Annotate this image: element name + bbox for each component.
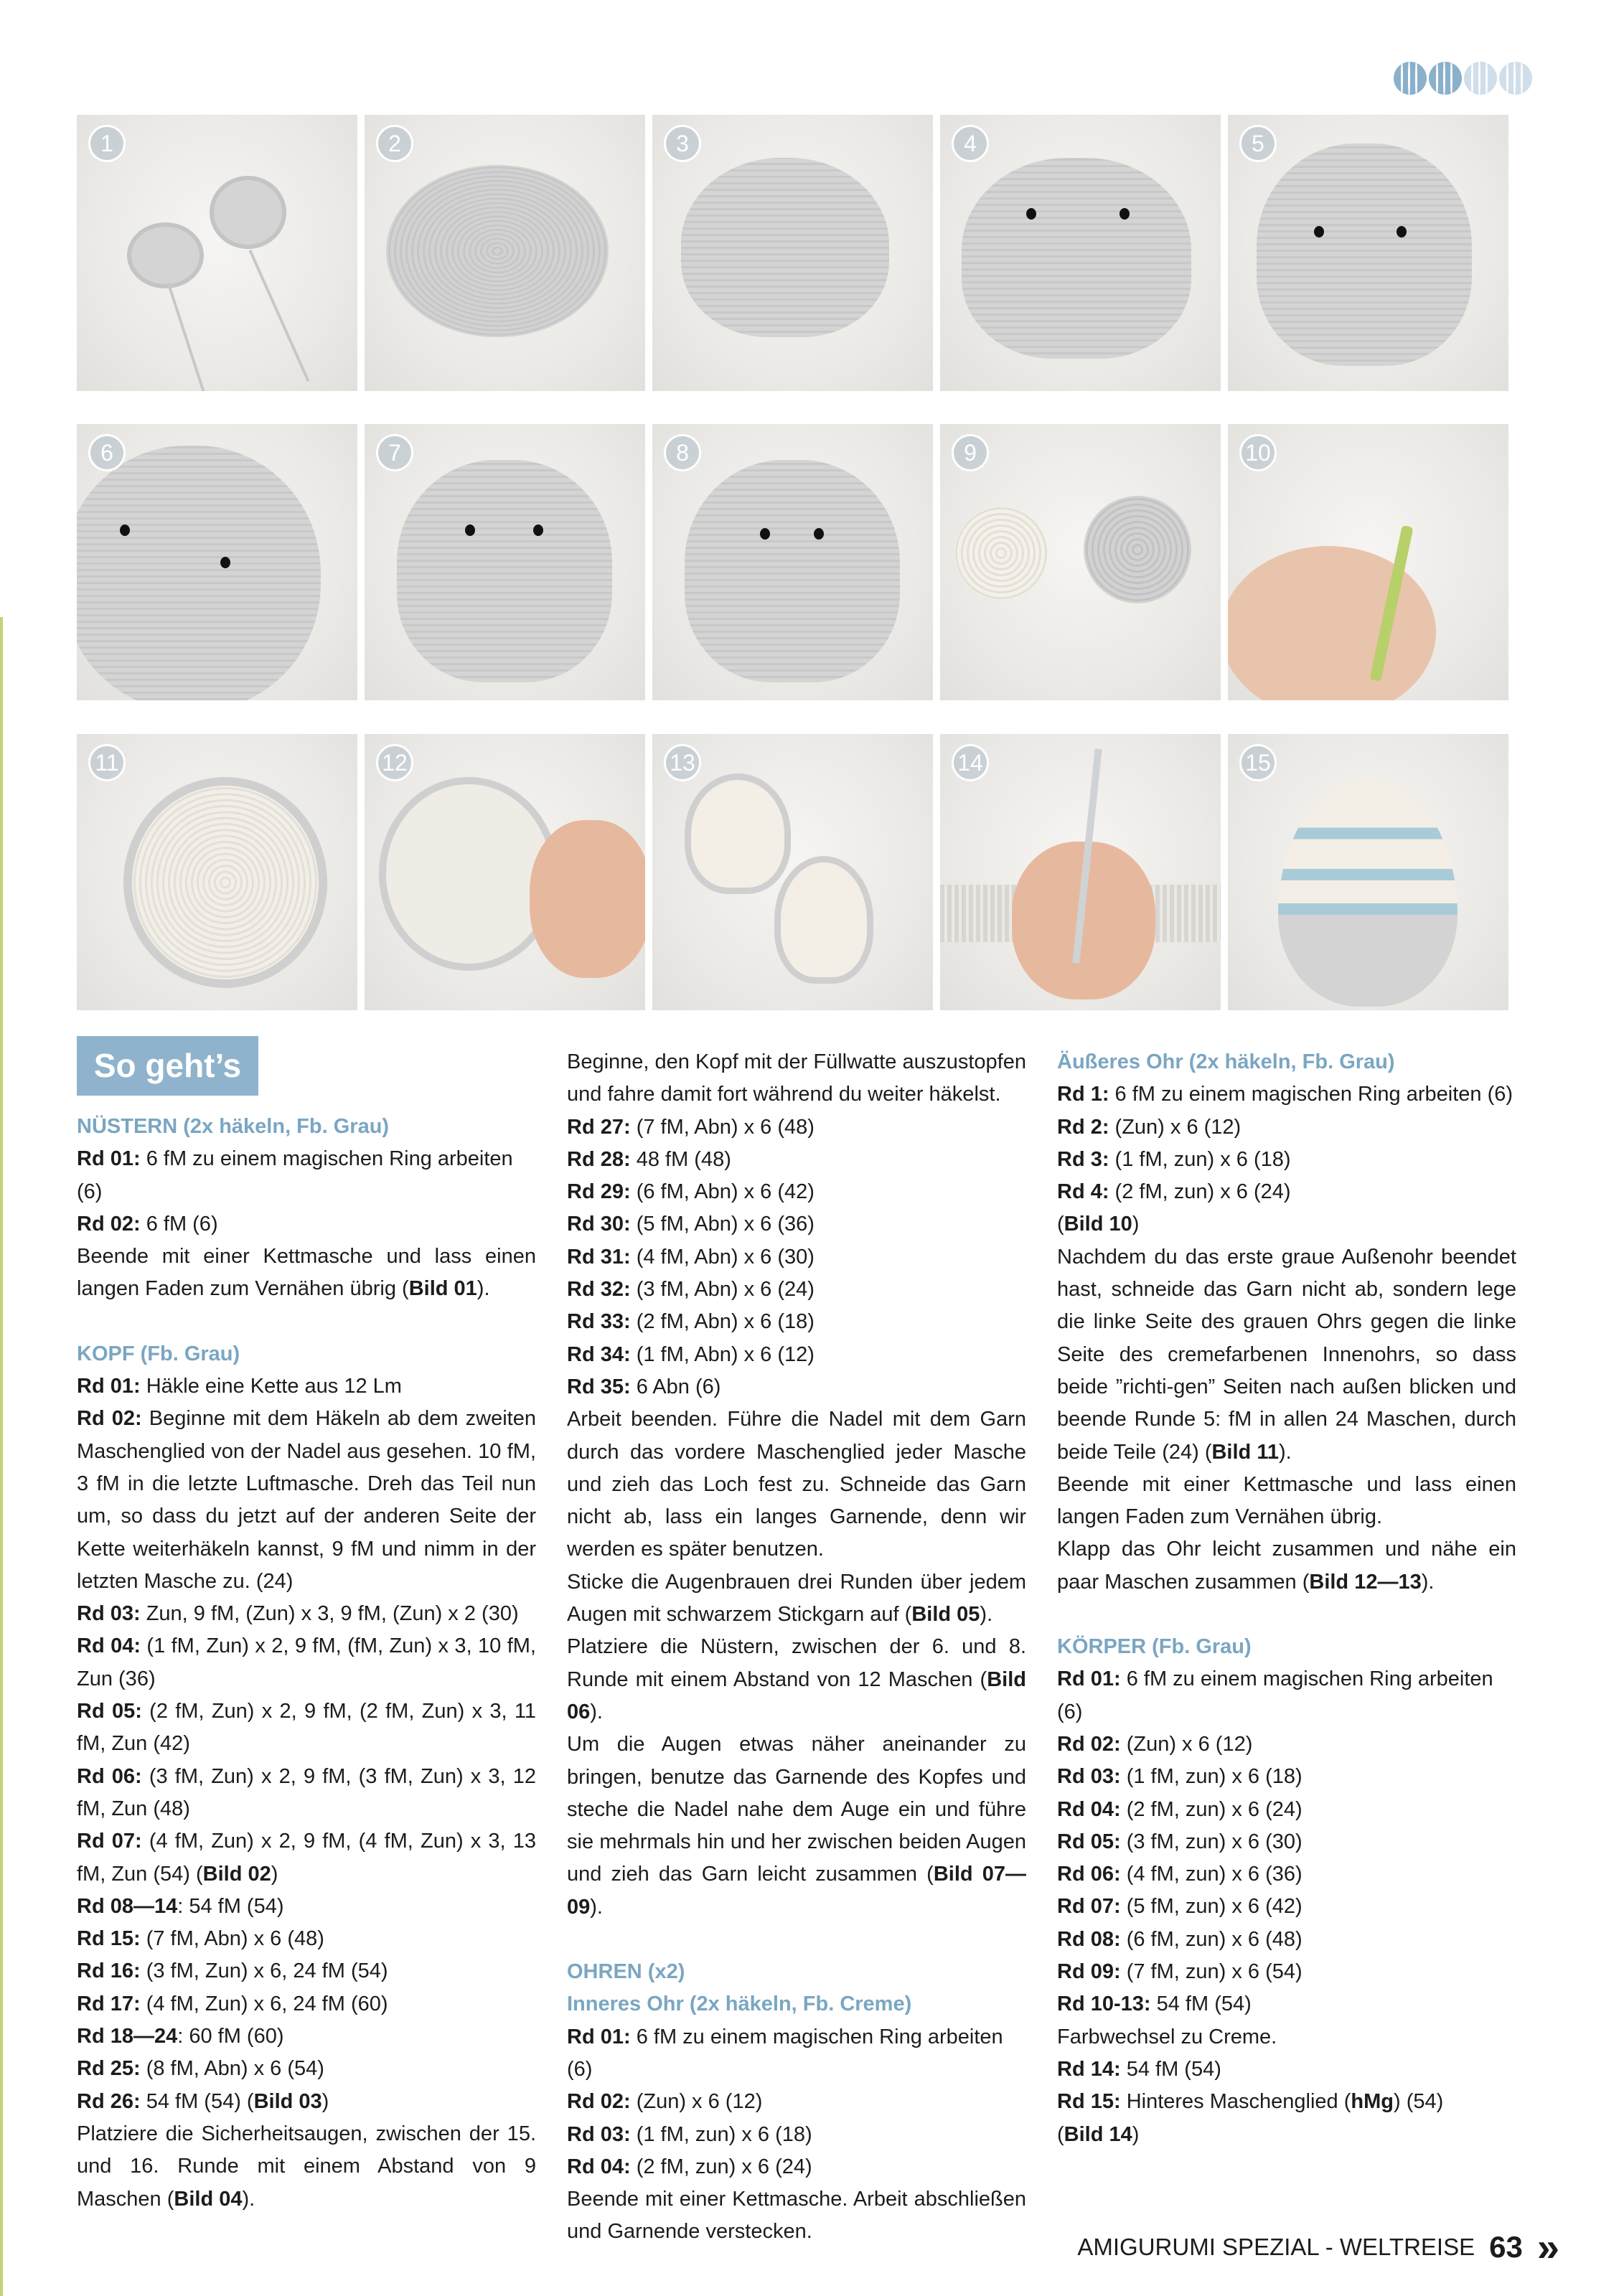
row-line [1057, 2053, 1516, 2086]
step-photo-3 [652, 115, 933, 391]
photo-detail [166, 282, 205, 391]
text-span: 6 fM zu einem magischen Ring arbeiten (6) [77, 1147, 513, 1203]
photo-detail [77, 446, 321, 700]
text-span: ) [1132, 1213, 1140, 1236]
photo-number-badge: 8 [664, 434, 701, 471]
photo-detail [1513, 62, 1516, 95]
photo-detail [1084, 496, 1191, 603]
text-span: (4 fM, Zun) x 2, 9 fM, (4 fM, Zun) x 3, 13 fM, Zun (54) ( [77, 1830, 536, 1886]
heading-ohren: OHREN (x2) [567, 1960, 685, 1984]
text-span: (5 fM, Abn) x 6 (36) [630, 1213, 815, 1236]
text-span: (4 fM, Abn) x 6 (30) [630, 1245, 815, 1269]
photo-detail [1278, 777, 1458, 1007]
instruction-text [567, 1728, 1026, 1924]
page-footer [1077, 2224, 1559, 2269]
column-2 [567, 1046, 1026, 2249]
yarn-ball-icon [1429, 62, 1462, 95]
bold-label: Bild 03 [253, 2089, 322, 2113]
step-photo-10 [1228, 424, 1508, 700]
bold-label: Rd 04: [567, 2155, 631, 2178]
row-line [567, 1371, 1026, 1403]
next-page-icon[interactable]: » [1536, 2224, 1559, 2269]
text-span: ). [1278, 1440, 1292, 1464]
text-span: (3 fM, zun) x 6 (30) [1120, 1830, 1303, 1853]
bold-label: Rd 4: [1057, 1180, 1109, 1204]
page-number: 63 [1489, 2230, 1523, 2264]
row-line [567, 1144, 1026, 1176]
text-span: Hinteres Maschenglied ( [1120, 2090, 1351, 2114]
row-line [1057, 1858, 1516, 1891]
instruction-text [567, 1566, 1026, 1632]
row-line [1057, 1891, 1516, 1923]
text-span: (6 fM, zun) x 6 (48) [1120, 1927, 1303, 1951]
bold-label: Rd 16: [77, 1959, 141, 1983]
text-span: : 60 fM (60) [177, 2025, 284, 2048]
instruction-text [77, 1241, 536, 1306]
bold-label: Rd 1: [1057, 1083, 1109, 1106]
text-span: ) [271, 1862, 278, 1886]
row-line [77, 1988, 536, 2020]
bold-label: Rd 05: [77, 1700, 142, 1723]
section-title: So geht’s [77, 1036, 258, 1096]
magazine-title: AMIGURUMI SPEZIAL - WELTREISE [1077, 2234, 1475, 2260]
photo-detail [1506, 62, 1508, 95]
text-span: ). [242, 2187, 255, 2211]
bold-label: Bild 04 [174, 2187, 243, 2211]
row-line [1057, 1144, 1516, 1176]
step-photo-13 [652, 734, 933, 1010]
photo-detail [120, 524, 130, 536]
photo-detail [814, 528, 824, 540]
heading-koerper: KÖRPER (Fb. Grau) [1057, 1635, 1252, 1659]
bold-label: Rd 30: [567, 1213, 631, 1236]
row-line [77, 1923, 536, 1955]
photo-detail [685, 773, 791, 894]
bold-label: Rd 17: [77, 1992, 141, 2015]
photo-detail [77, 1306, 536, 1338]
row-line [1057, 1111, 1516, 1144]
photo-detail [1485, 62, 1488, 95]
row-line [567, 2119, 1026, 2151]
photo-detail [1471, 62, 1473, 95]
photo-detail [1443, 62, 1445, 95]
photo-detail [685, 460, 900, 682]
text-span: (Zun) x 6 (12) [630, 2090, 763, 2114]
photo-detail [1026, 208, 1036, 220]
step-photo-9 [940, 424, 1221, 700]
row-line [77, 1825, 536, 1891]
photo-detail [1450, 62, 1452, 95]
photo-number-badge: 1 [88, 125, 126, 162]
step-photo-5 [1228, 115, 1508, 391]
photo-detail [386, 165, 609, 337]
bold-label: Rd 01: [77, 1375, 141, 1398]
bold-label: Rd 04: [77, 1634, 141, 1658]
bold-label: Rd 01: [1057, 1667, 1121, 1691]
instruction-text [1057, 1533, 1516, 1599]
bold-label: Rd 32: [567, 1278, 631, 1302]
bold-label: Rd 09: [1057, 1960, 1121, 1984]
photo-detail [774, 856, 873, 984]
photo-detail [954, 507, 1048, 600]
photo-number-badge: 2 [376, 125, 413, 162]
bold-label: Rd 15: [1057, 2090, 1121, 2114]
text-span: Nachdem du das erste graue Außenohr beendet hast, schneide das Garn nicht ab, sondern lege die linke Seite des grauen Ohrs gegen die linke Seite des cremefarbenen Innenohrs, so dass beide ”richti-gen” Seiten nach außen blicken und beende Runde 5: fM in allen 24 Maschen, durch beide Teile (24) ( [1057, 1245, 1516, 1464]
text-span: (2 fM, zun) x 6 (24) [1109, 1180, 1291, 1204]
photo-detail [123, 777, 327, 988]
bold-label: Rd 3: [1057, 1147, 1109, 1171]
column-1 [77, 1046, 536, 2216]
instruction-text: Farbwechsel zu Creme. [1057, 2025, 1277, 2048]
text-span: 6 fM zu einem magischen Ring arbeiten (6) [1109, 1083, 1513, 1106]
row-line [1057, 1924, 1516, 1956]
row-line [77, 1761, 536, 1826]
row-line [1057, 1663, 1516, 1728]
bold-label: Rd 07: [77, 1830, 142, 1853]
step-photo-4 [940, 115, 1221, 391]
text-span: (3 fM, Abn) x 6 (24) [630, 1278, 815, 1302]
row-line [77, 1598, 536, 1630]
row-line [567, 2021, 1026, 2086]
text-span: (1 fM, zun) x 6 (18) [1109, 1147, 1291, 1171]
bold-label: Rd 08: [1057, 1927, 1121, 1951]
row-line [567, 1306, 1026, 1338]
bold-label: Rd 06: [77, 1764, 142, 1788]
photo-detail [220, 557, 230, 568]
text-span: Beginne mit dem Häkeln ab dem zweiten Maschenglied von der Nadel aus gesehen. 10 fM, 3 fM in die letzte Luftmasche. Dreh das Teil nun um, so dass du jetzt auf der anderen Seite der Kette weiterhäkeln kannst, 9 fM und nimm in der letzten Masche zu. (24) [77, 1407, 536, 1593]
text-span: 48 fM (48) [630, 1147, 731, 1171]
column-3 [1057, 1046, 1516, 2151]
step-photo-6 [77, 424, 357, 700]
bold-label: Rd 02: [77, 1407, 142, 1431]
step-photo-7 [365, 424, 645, 700]
step-photo-2 [365, 115, 645, 391]
text-span: 54 fM (54) ( [140, 2089, 254, 2113]
row-line [1057, 1794, 1516, 1826]
row-line [1057, 1988, 1516, 2020]
text-span: 6 Abn (6) [630, 1375, 721, 1398]
bold-label: Bild 14 [1064, 2122, 1132, 2146]
bold-label: Rd 18—24 [77, 2025, 178, 2048]
bold-label: Rd 01: [77, 1147, 141, 1171]
row-line [77, 1370, 536, 1403]
instruction-text: Beende mit einer Kettmasche und lass einen langen Faden zum Vernähen übrig. [1057, 1472, 1516, 1529]
row-line [1057, 1728, 1516, 1761]
row-line [77, 2053, 536, 2085]
row-line [567, 2086, 1026, 2118]
instruction-text [1057, 1241, 1516, 1469]
bold-label: Bild 10 [1064, 1213, 1132, 1236]
row-line [567, 1241, 1026, 1274]
instruction-text [567, 1631, 1026, 1728]
row-line [77, 1143, 536, 1208]
photo-detail [248, 250, 309, 382]
bold-label: hMg [1351, 2090, 1394, 2114]
photo-detail [1228, 546, 1436, 700]
bold-label: Bild 12—13 [1309, 1570, 1422, 1594]
row-line [567, 1274, 1026, 1306]
bold-label: Rd 2: [1057, 1115, 1109, 1139]
step-photo-11 [77, 734, 357, 1010]
text-span: : 54 fM (54) [177, 1894, 284, 1918]
bold-label: Rd 28: [567, 1147, 631, 1171]
photo-detail [962, 158, 1191, 359]
bold-label: Rd 04: [1057, 1797, 1121, 1821]
text-span: (1 fM, zun) x 6 (18) [630, 2122, 812, 2146]
bold-label: Rd 15: [77, 1927, 141, 1951]
photo-detail [1478, 62, 1480, 95]
row-line [567, 1208, 1026, 1241]
text-span: Um die Augen etwas näher aneinander zu bringen, benutze das Garnende des Kopfes und steche die Nadel nahe dem Auge ein und führe sie mehrmals hin und her zwischen beiden Augen und zieh das Garn leicht zusammen ( [567, 1733, 1026, 1886]
text-span: (1 fM, Zun) x 2, 9 fM, (fM, Zun) x 3, 10 fM, Zun (36) [77, 1634, 536, 1690]
text-span: Beende mit einer Kettmasche und lass einen langen Faden zum Vernähen übrig ( [77, 1245, 536, 1301]
row-line [567, 1111, 1026, 1144]
photo-detail [1408, 62, 1410, 95]
row-line [1057, 1176, 1516, 1208]
photo-detail [1401, 62, 1403, 95]
text-span: (1 fM, Abn) x 6 (12) [630, 1342, 815, 1366]
bold-label: Rd 14: [1057, 2057, 1121, 2081]
step-photo-1 [77, 115, 357, 391]
yarn-ball-icon [1464, 62, 1497, 95]
step-photo-15 [1228, 734, 1508, 1010]
instruction-text: Beende mit einer Kettmasche. Arbeit abschließen und Garnende verstecken. [567, 2188, 1026, 2244]
row-line [567, 1339, 1026, 1371]
bold-label: Rd 02: [77, 1212, 141, 1236]
row-line [77, 1403, 536, 1598]
bold-label: Rd 02: [1057, 1732, 1121, 1756]
bold-label: Rd 08—14 [77, 1894, 178, 1918]
text-span: (4 fM, Zun) x 6, 24 fM (60) [140, 1992, 388, 2015]
photo-number-badge: 6 [88, 434, 126, 471]
text-span: 6 fM (6) [140, 1212, 218, 1236]
text-span: (4 fM, zun) x 6 (36) [1120, 1863, 1303, 1886]
photo-detail [760, 528, 770, 540]
yarn-ball-icon [1394, 62, 1427, 95]
row-line [77, 1630, 536, 1695]
photo-reference [1057, 1208, 1516, 1241]
photo-detail [1415, 62, 1417, 95]
photo-detail [1057, 1599, 1516, 1631]
bold-label: Rd 05: [1057, 1830, 1121, 1853]
row-line [77, 2086, 536, 2118]
text-span: (7 fM, Abn) x 6 (48) [140, 1927, 324, 1951]
instruction-text: Beginne, den Kopf mit der Füllwatte auszustopfen und fahre damit fort während du weiter häkelst. [567, 1050, 1026, 1106]
text-span: (2 fM, Abn) x 6 (18) [630, 1310, 815, 1334]
photo-number-badge: 15 [1239, 744, 1277, 781]
photo-number-badge: 13 [664, 744, 701, 781]
bold-label: Rd 01: [567, 2025, 631, 2048]
text-span: ). [980, 1603, 993, 1627]
text-span: (6 fM, Abn) x 6 (42) [630, 1180, 815, 1204]
row-line [1057, 1078, 1516, 1111]
bold-label: Bild 02 [202, 1862, 271, 1886]
left-margin-rule [0, 617, 3, 2296]
step-photo-8 [652, 424, 933, 700]
photo-detail [210, 176, 286, 249]
text-span: (1 fM, zun) x 6 (18) [1120, 1765, 1303, 1789]
text-span: (3 fM, Zun) x 2, 9 fM, (3 fM, Zun) x 3, 12 fM, Zun (48) [77, 1764, 536, 1820]
photo-number-badge: 9 [952, 434, 989, 471]
step-photo-12 [365, 734, 645, 1010]
row-line [567, 2151, 1026, 2183]
text-span: (2 fM, Zun) x 2, 9 fM, (2 fM, Zun) x 3, 11 fM, Zun (42) [77, 1700, 536, 1756]
row-line [1057, 1761, 1516, 1793]
bold-label: Rd 26: [77, 2089, 141, 2113]
row-line [77, 1208, 536, 1241]
text-span: Häkle eine Kette aus 12 Lm [140, 1375, 402, 1398]
photo-number-badge: 4 [952, 125, 989, 162]
row-line [77, 1891, 536, 1923]
photo-detail [1397, 226, 1407, 237]
photo-detail [1120, 208, 1130, 220]
text-span: (2 fM, zun) x 6 (24) [1120, 1797, 1303, 1821]
heading-kopf: KOPF (Fb. Grau) [77, 1342, 240, 1365]
text-span: ) [321, 2089, 329, 2113]
photo-detail [397, 460, 612, 682]
photo-number-badge: 5 [1239, 125, 1277, 162]
text-span: (5 fM, zun) x 6 (42) [1120, 1895, 1303, 1919]
text-span: Zun, 9 fM, (Zun) x 3, 9 fM, (Zun) x 2 (30) [140, 1602, 519, 1626]
row-line [567, 1176, 1026, 1208]
bold-label: Rd 03: [77, 1602, 141, 1626]
text-span: Klapp das Ohr leicht zusammen und nähe ein paar Maschen zusammen ( [1057, 1538, 1516, 1594]
text-span: Sticke die Augenbrauen drei Runden über jedem Augen mit schwarzem Stickgarn auf ( [567, 1570, 1026, 1627]
photo-number-badge: 3 [664, 125, 701, 162]
text-span: ). [590, 1895, 603, 1919]
row-line [1057, 1956, 1516, 1988]
photo-detail [127, 222, 204, 288]
text-span: ( [1057, 1213, 1064, 1236]
photo-detail [1257, 144, 1472, 366]
heading-inneres-ohr: Inneres Ohr (2x häkeln, Fb. Creme) [567, 1992, 912, 2016]
photo-detail [681, 158, 889, 337]
photo-detail [1314, 226, 1324, 237]
photo-detail [533, 524, 543, 536]
photo-detail [1436, 62, 1438, 95]
bold-label: Bild 06 [567, 1667, 1026, 1723]
bold-label: Rd 33: [567, 1310, 631, 1334]
row-line [77, 1695, 536, 1761]
bold-label: Bild 11 [1211, 1440, 1279, 1464]
text-span: (3 fM, Zun) x 6, 24 fM (54) [140, 1959, 388, 1983]
text-span: (Zun) x 6 (12) [1109, 1115, 1242, 1139]
bold-label: Rd 03: [1057, 1765, 1121, 1789]
difficulty-yarn-icons [1394, 62, 1532, 95]
bold-label: Rd 06: [1057, 1863, 1121, 1886]
heading-nuestern: NÜSTERN (2x häkeln, Fb. Grau) [77, 1115, 390, 1138]
bold-label: Rd 25: [77, 2057, 141, 2081]
text-span: (2 fM, zun) x 6 (24) [630, 2155, 812, 2178]
text-span: ). [590, 1700, 603, 1723]
row-line [1057, 2086, 1516, 2118]
photo-number-badge: 7 [376, 434, 413, 471]
bold-label: Bild 07—09 [567, 1863, 1026, 1919]
bold-label: Rd 29: [567, 1180, 631, 1204]
photo-detail [465, 524, 475, 536]
bold-label: Rd 03: [567, 2122, 631, 2146]
text-span: 54 fM (54) [1120, 2057, 1221, 2081]
row-line [1057, 1826, 1516, 1858]
text-span: 54 fM (54) [1150, 1992, 1252, 2016]
text-span: 6 fM zu einem magischen Ring arbeiten (6) [1057, 1667, 1493, 1723]
instruction-text [77, 2118, 536, 2216]
text-span: ) (54) [1394, 2090, 1444, 2114]
heading-aeusseres-ohr: Äußeres Ohr (2x häkeln, Fb. Grau) [1057, 1050, 1395, 1073]
bold-label: Rd 31: [567, 1245, 631, 1269]
text-span: (7 fM, Abn) x 6 (48) [630, 1115, 815, 1139]
bold-label: Bild 01 [408, 1277, 477, 1301]
text-span: Platziere die Nüstern, zwischen der 6. und 8. Runde mit einem Abstand von 12 Maschen ( [567, 1635, 1026, 1691]
photo-detail [567, 1924, 1026, 1956]
bold-label: Bild 05 [911, 1603, 980, 1627]
bold-label: Rd 34: [567, 1342, 631, 1366]
text-span: ). [1421, 1570, 1435, 1594]
row-line [77, 1955, 536, 1987]
bold-label: Rd 10-13: [1057, 1992, 1151, 2016]
photo-detail [530, 820, 645, 978]
text-span: Platziere die Sicherheitsaugen, zwischen der 15. und 16. Runde mit einem Abstand von 9 Maschen ( [77, 2122, 536, 2211]
yarn-ball-icon [1499, 62, 1532, 95]
bold-label: Rd 35: [567, 1375, 631, 1398]
photo-number-badge: 10 [1239, 434, 1277, 471]
step-photo-grid [77, 115, 1511, 1010]
photo-number-badge: 14 [952, 744, 989, 781]
photo-detail [1521, 62, 1523, 95]
row-line [77, 2020, 536, 2053]
bold-label: Rd 07: [1057, 1895, 1121, 1919]
text-span: (8 fM, Abn) x 6 (54) [140, 2057, 324, 2081]
step-photo-14 [940, 734, 1221, 1010]
instruction-text: Arbeit beenden. Führe die Nadel mit dem Garn durch das vordere Maschenglied jeder Masche und zieh das Loch fest zu. Schneide das Garn nicht ab, lass ein langes Garnende, denn wir werden es später benutzen. [567, 1408, 1026, 1561]
text-span: 6 fM zu einem magischen Ring arbeiten (6) [567, 2025, 1003, 2081]
text-span: ( [1057, 2122, 1064, 2146]
photo-number-badge: 12 [376, 744, 413, 781]
text-span: ) [1132, 2122, 1140, 2146]
text-span: (7 fM, zun) x 6 (54) [1120, 1960, 1303, 1984]
bold-label: Rd 27: [567, 1115, 631, 1139]
text-span: (Zun) x 6 (12) [1120, 1732, 1253, 1756]
photo-reference [1057, 2119, 1516, 2151]
photo-number-badge: 11 [88, 744, 126, 781]
bold-label: Rd 02: [567, 2090, 631, 2114]
text-span: ). [477, 1277, 490, 1301]
